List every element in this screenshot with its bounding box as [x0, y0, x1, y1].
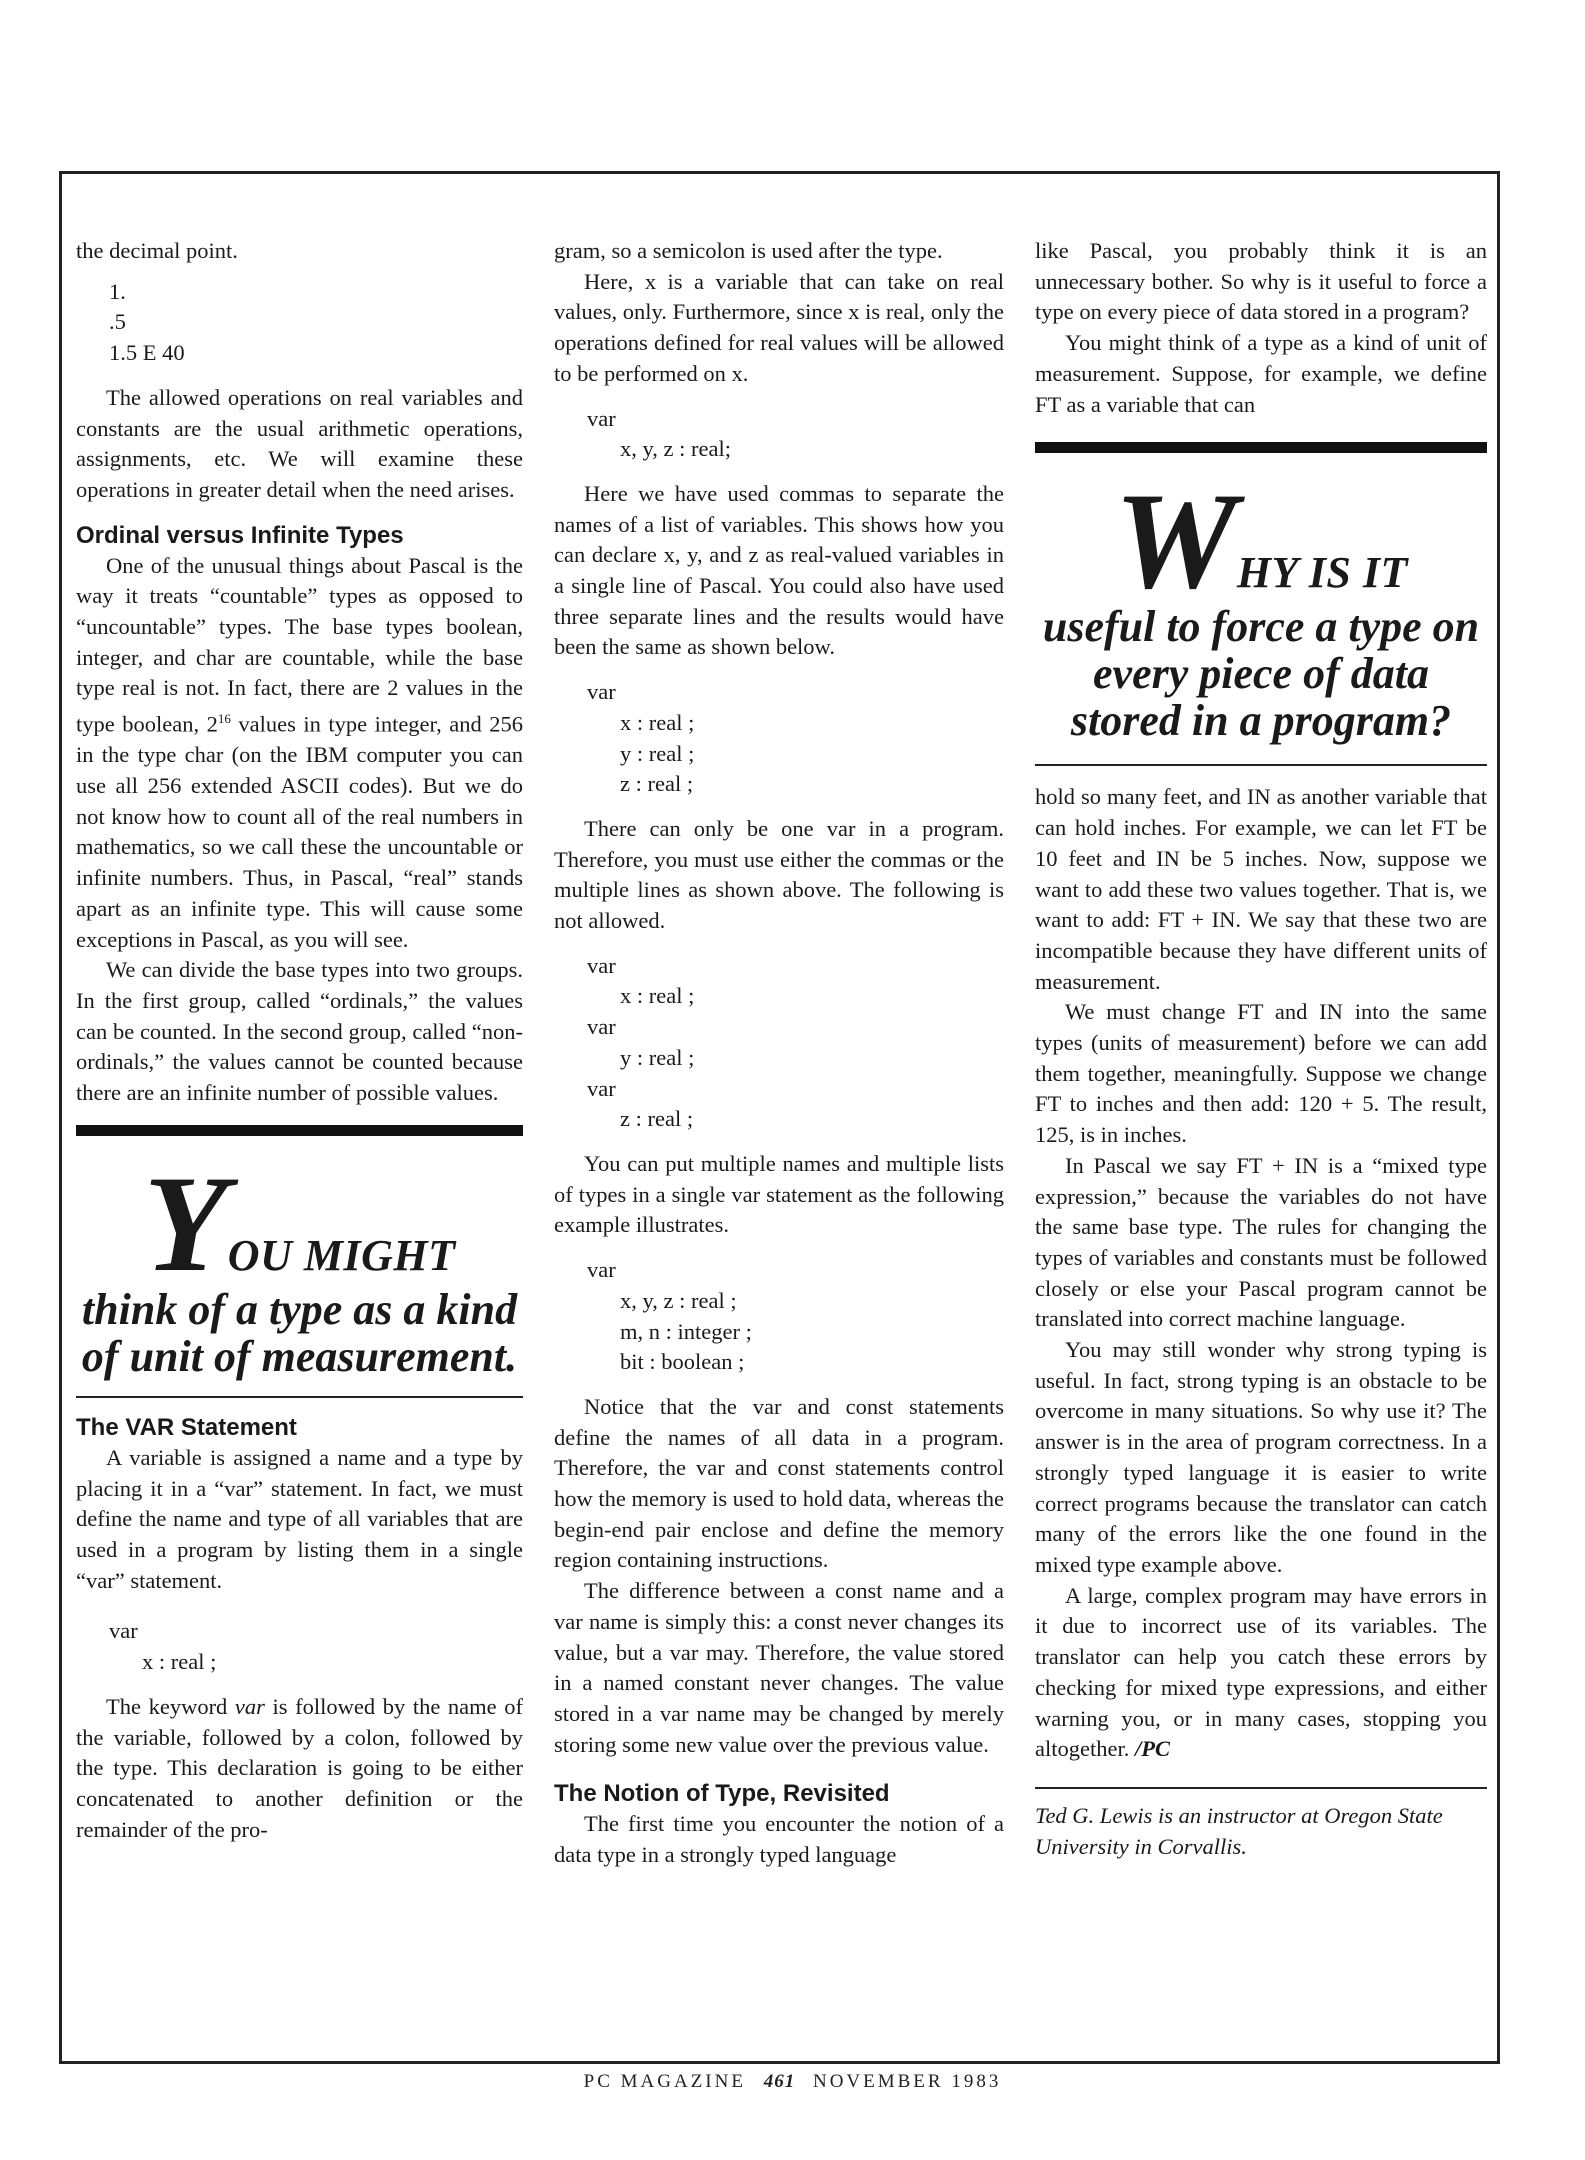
code-line: x : real ;	[142, 1649, 217, 1675]
pull-quote-lead	[1035, 464, 1487, 618]
code-line: 1.5 E 40	[109, 340, 185, 366]
column-3	[1035, 236, 1487, 1862]
code-line: x, y, z : real ;	[620, 1287, 737, 1313]
paragraph: gram, so a semicolon is used after the type.	[554, 238, 943, 263]
pull-quote-bottom-rule	[1035, 764, 1487, 766]
code-line: z : real ;	[620, 1106, 694, 1132]
code-line: x, y, z : real;	[620, 436, 731, 462]
code-line: var	[587, 1075, 616, 1101]
code-line: y : real ;	[620, 1044, 695, 1070]
code-block	[109, 1616, 523, 1677]
issue-date: NOVEMBER 1983	[812, 2071, 1002, 2092]
code-line: bit : boolean ;	[620, 1349, 745, 1375]
paragraph: You might think of a type as a kind of unit of measurement. Suppose, for example, we define FT as a variable that can	[1035, 330, 1487, 417]
code-line: var	[587, 405, 616, 431]
paragraph: One of the unusual things about Pascal is the way it treats “countable” types as opposed to “uncountable” types. The base types boolean, integer, and char are countable, while the base type real is not. In fact, there are 2 values in the type boolean, $2^{16}$ values in type integer, and 256 in the type char (on the IBM computer you can use all 256 extended ASCII codes). But we do not know how to count all of the real numbers in mathematics, so we call these the uncountable or infinite numbers. Thus, in Pascal, “real” stands apart as an infinite type. This will cause some exceptions in Pascal, as you will see.	[76, 552, 523, 952]
section-heading-var: The VAR Statement	[76, 1413, 297, 1441]
code-block	[587, 1255, 1004, 1378]
column-2	[554, 236, 1004, 1871]
column-1	[76, 236, 523, 1845]
paragraph: the decimal point.	[76, 238, 238, 263]
paragraph: You may still wonder why strong typing is useful. In fact, strong typing is an obstacle to be overcome in many situations. So why use it? The answer is in the area of program correctness. In a strongly typed language it is easier to write correct programs because the translator can catch many of the errors like the one found in the mixed type example above.	[1035, 1337, 1487, 1577]
end-mark: /PC	[1134, 1736, 1170, 1762]
code-line: x : real ;	[620, 709, 695, 735]
drop-initial: Y	[143, 1146, 228, 1300]
code-line: var	[587, 952, 616, 978]
paragraph: We can divide the base types into two groups. In the first group, called “ordinals,” the values can be counted. In the second group, called “non-ordinals,” the values cannot be counted because there are an infinite number of possible values.	[76, 957, 523, 1106]
code-line: m, n : integer ;	[620, 1318, 752, 1344]
section-heading-ordinal: Ordinal versus Infinite Types	[76, 521, 404, 549]
pull-quote-text: useful to force a type on every piece of data stored in a program?	[1042, 602, 1480, 746]
code-line: x : real ;	[620, 983, 695, 1009]
code-line: 1.	[109, 278, 126, 304]
pull-quote-lead	[76, 1146, 523, 1300]
paragraph: The difference between a const name and a var name is simply this: a const never changes its value, but a var may. Therefore, the value stored in a named constant never changes. The value stored in a var name may be changed by merely storing some new value over the previous value.	[554, 1578, 1004, 1757]
pull-quote-bottom-rule	[76, 1396, 523, 1398]
author-bio: Ted G. Lewis is an instructor at Oregon State University in Corvallis.	[1035, 1802, 1443, 1859]
paragraph: The allowed operations on real variables and constants are the usual arithmetic operations, assignments, etc. We will examine these operations in greater detail when the need arises.	[76, 384, 523, 502]
paragraph: The first time you encounter the notion of a data type in a strongly typed language	[554, 1811, 1004, 1868]
pull-quote	[76, 1146, 523, 1381]
paragraph: like Pascal, you probably think it is an unnecessary bother. So why is it useful to force a type on every piece of data stored in a program?	[1035, 238, 1487, 325]
superscript: 16	[217, 711, 231, 727]
paragraph: Here we have used commas to separate the names of a list of variables. This shows how you can declare x, y, and z as real-valued variables in a single line of Pascal. You could also have used three separate lines and the results would have been the same as shown below.	[554, 480, 1004, 660]
code-line: .5	[109, 309, 126, 335]
code-block	[587, 951, 1004, 1135]
number-examples	[109, 277, 523, 369]
pull-quote-text: think of a type as a kind of unit of measurement.	[81, 1284, 518, 1381]
code-block	[587, 677, 1004, 800]
paragraph: There can only be one var in a program. Therefore, you must use either the commas or the multiple lines as shown above. The following is not allowed.	[554, 815, 1004, 934]
code-block	[587, 404, 1004, 465]
paragraph: A variable is assigned a name and a type by placing it in a “var” statement. In fact, we must define the name and type of all variables that are used in a program by listing them in a single “var” statement.	[76, 1444, 523, 1593]
page-number: 461	[763, 2071, 796, 2092]
section-heading-notion: The Notion of Type, Revisited	[554, 1780, 890, 1808]
code-line: z : real ;	[620, 771, 694, 797]
paragraph: Notice that the var and const statements define the names of all data in a program. Therefore, the var and const statements control how the memory is used to hold data, whereas the begin-end pair enclose and define the memory region containing instructions.	[554, 1393, 1004, 1573]
bio-rule	[1035, 1787, 1487, 1789]
code-line: var	[587, 1257, 616, 1283]
pull-quote-top-rule	[76, 1125, 523, 1136]
code-line: y : real ;	[620, 740, 695, 766]
code-line: var	[587, 679, 616, 705]
paragraph: hold so many feet, and IN as another variable that can hold inches. For example, we can let FT be 10 feet and IN be 5 inches. Now, suppose we want to add these two values together. That is, we want to add: FT + IN. We say that these two are incompatible because they have different units of measurement.	[1035, 784, 1487, 994]
paragraph: In Pascal we say FT + IN is a “mixed type expression,” because the variables do not have the same base type. The rules for changing the types of variables and constants must be followed closely or else your Pascal program cannot be translated into correct machine language.	[1035, 1152, 1487, 1332]
paragraph: You can put multiple names and multiple lists of types in a single var statement as the following example illustrates.	[554, 1150, 1004, 1238]
paragraph: We must change FT and IN into the same types (units of measurement) before we can add them together, meaningfully. Suppose we change FT to inches and then add: 120 + 5. The result, 125, is in inches.	[1035, 999, 1487, 1148]
pull-quote	[1035, 464, 1487, 746]
pull-quote-top-rule	[1035, 442, 1487, 453]
magazine-name: PC MAGAZINE	[583, 2071, 746, 2092]
paragraph: Here, x is a variable that can take on real values, only. Furthermore, since x is real, only the operations defined for real values will be allowed to be performed on x.	[554, 268, 1004, 386]
pull-quote-caps: OU MIGHT	[227, 1230, 456, 1280]
paragraph: The keyword var is followed by the name of the variable, followed by a colon, followed by the type. This declaration is going to be either concatenated to another definition or the remainder of the pro-	[76, 1693, 523, 1842]
paragraph: A large, complex program may have errors in it due to incorrect use of its variables. The translator can help you catch these errors by checking for mixed type expressions, and either warning you, or in many cases, stopping you altogether. /PC	[1035, 1582, 1487, 1762]
page-footer	[0, 2071, 1585, 2093]
drop-initial: W	[1114, 464, 1237, 618]
pull-quote-caps: HY IS IT	[1236, 548, 1408, 598]
code-line: var	[587, 1014, 616, 1040]
code-line: var	[109, 1618, 138, 1644]
